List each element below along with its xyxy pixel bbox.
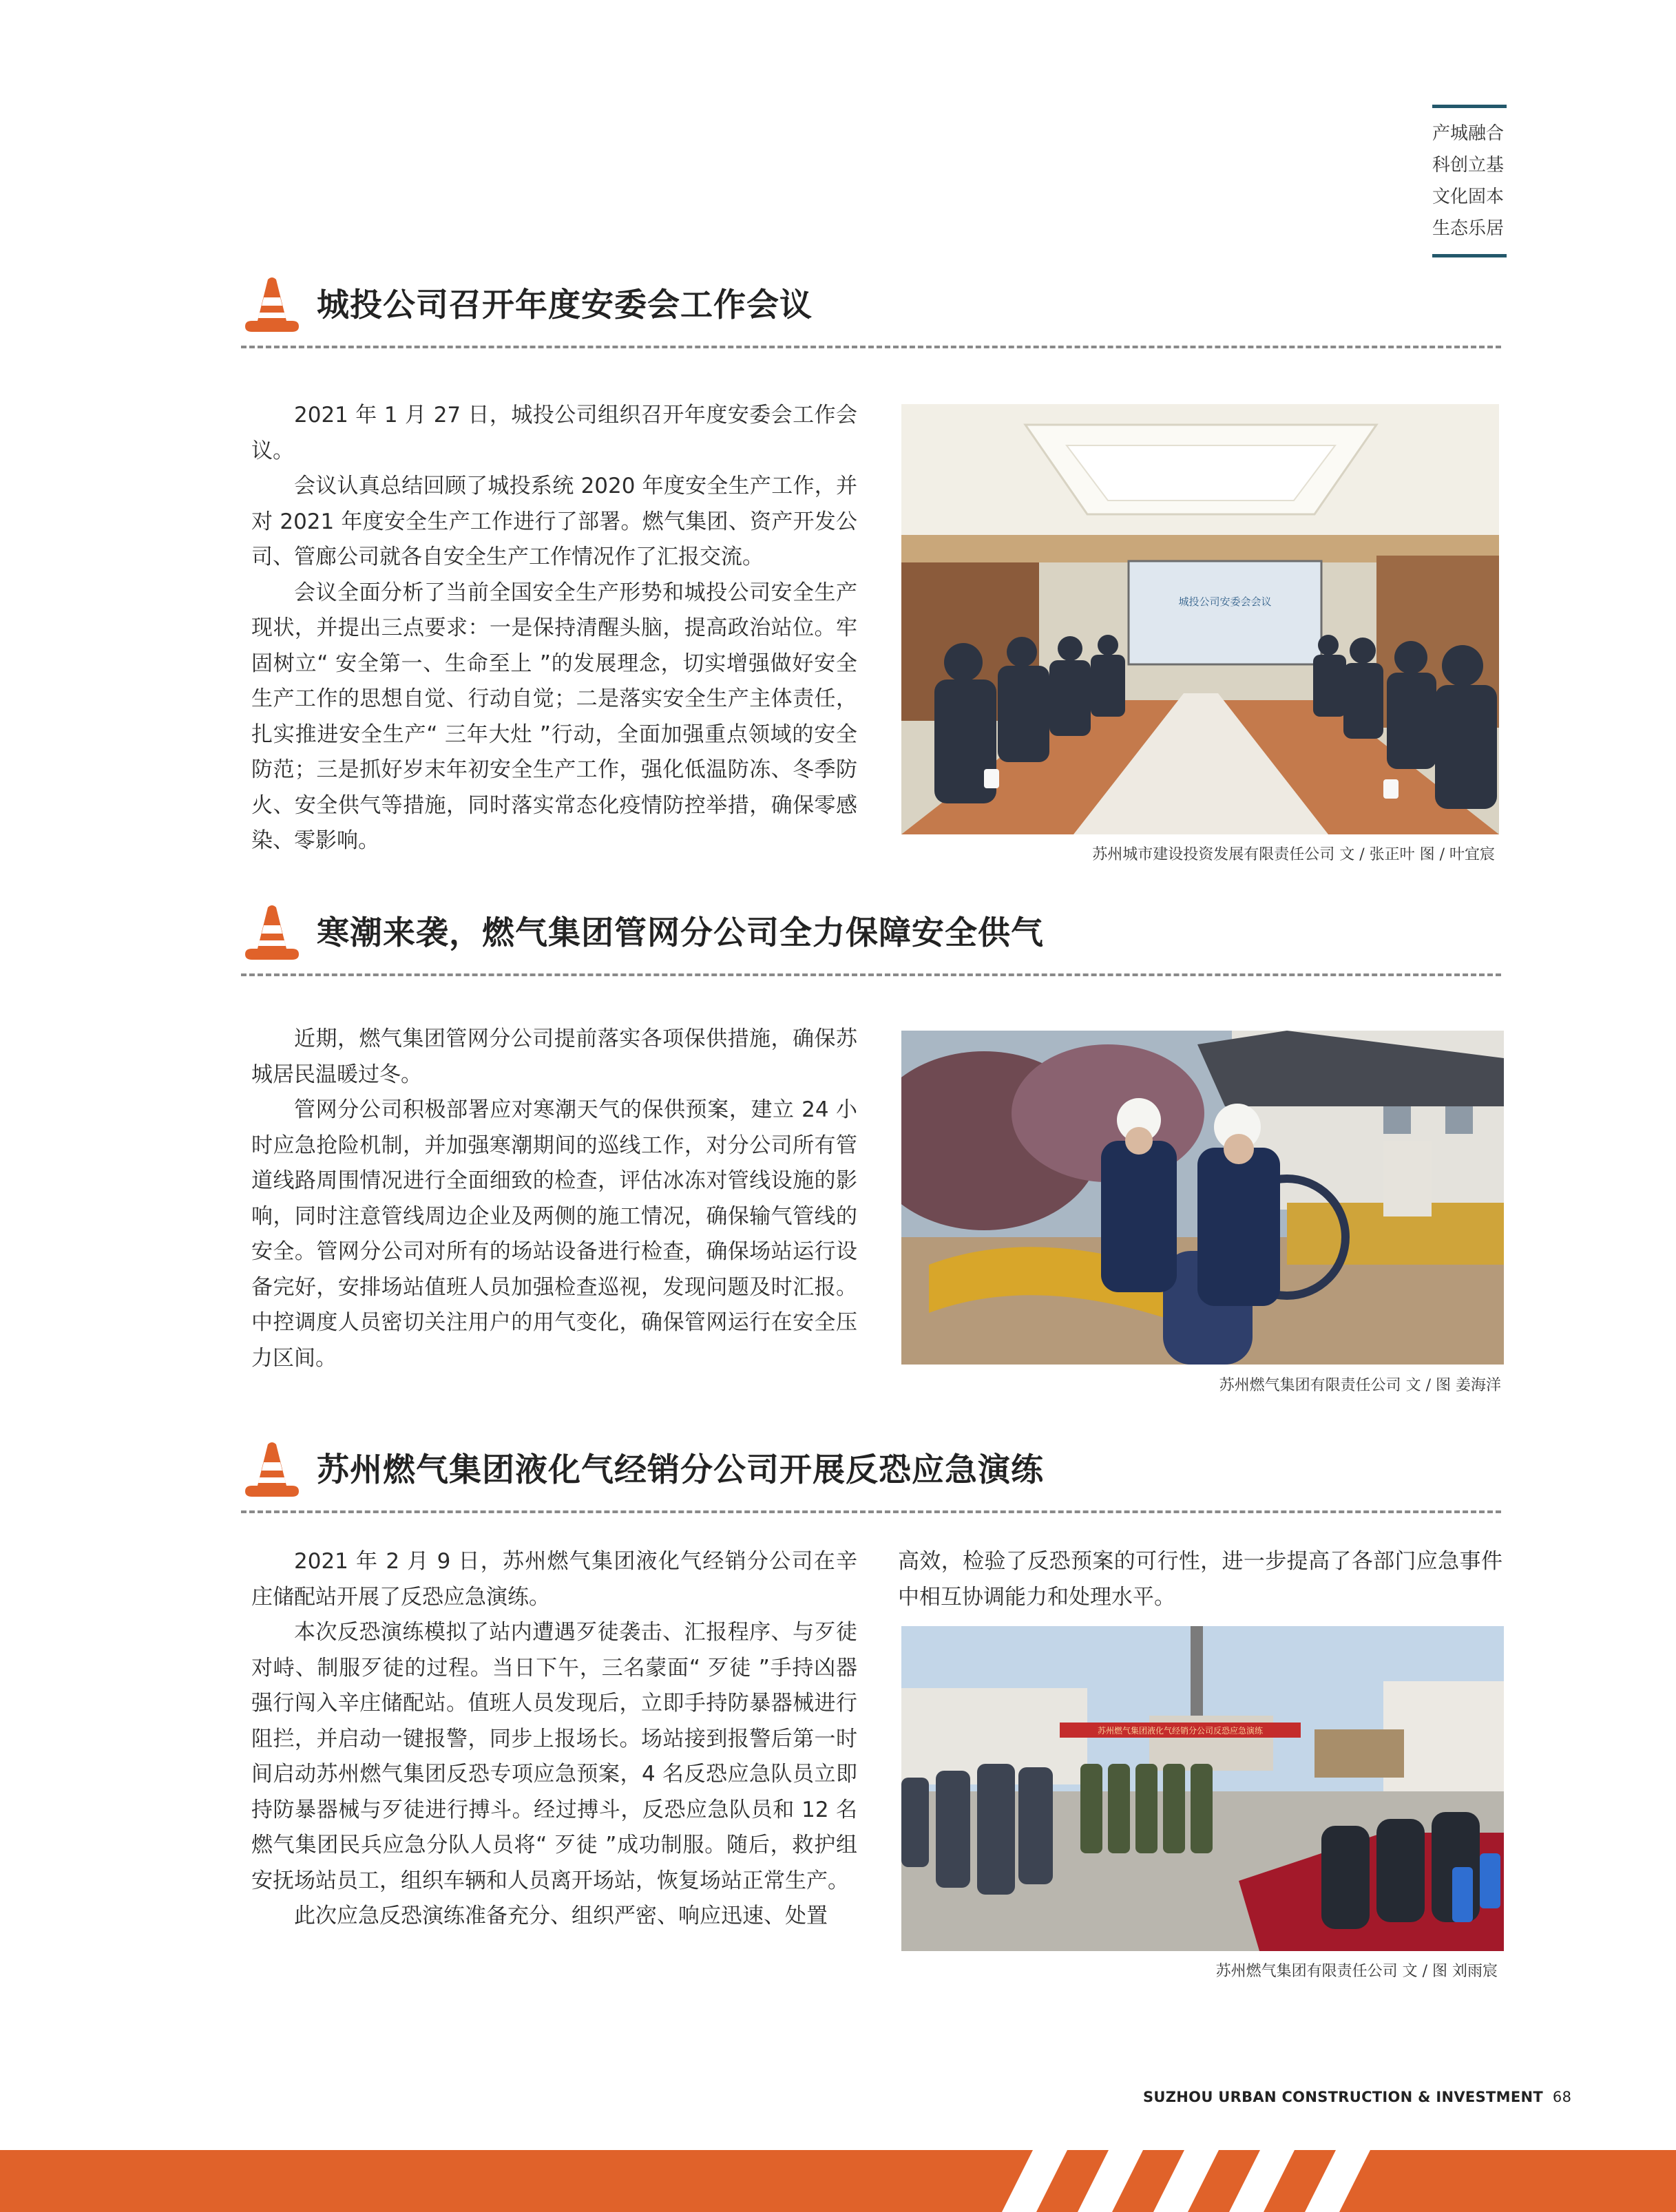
article-2-header [241,902,1501,978]
section-nav [1432,105,1508,257]
footer-publication-line [1143,2089,1571,2105]
article-3-body [251,1544,857,1935]
paragraph: 会议全面分析了当前全国安全生产形势和城投公司安全生产现状，并提出三点要求：一是保持清醒头脑，提高政治站位。牢固树立“ 安全第一、生命至上 ”的发展理念，切实增强做好安全生产工作的思想自觉、行动自觉；二是落实安全生产主体责任，扎实推进安全生产“ 三年大灶 ”行动，全面加强重点领域的安全防范；三是抓好岁末年初安全生产工作，强化低温防冻、冬季防火、安全供气等措施，同时落实常态化疫情防控举措，确保零感染、零影响。 [251,580,857,853]
dashed-divider [241,346,1501,348]
article-3-header [241,1439,1501,1515]
footer-stripe-bar [0,2150,1676,2212]
article-1-caption: 苏州城市建设投资发展有限责任公司 文 / 张正叶 图 / 叶宜宸 [1092,846,1495,863]
article-3-caption: 苏州燃气集团有限责任公司 文 / 图 刘雨宸 [1215,1963,1498,1980]
traffic-cone-icon [241,1439,303,1501]
article-3-body-continued [898,1544,1502,1615]
nav-item-culture[interactable]: 文化固本 [1432,187,1505,207]
screen-text: 城投公司安委会会议 [1178,596,1272,608]
anti-terror-drill-photo [901,1626,1504,1951]
paragraph: 管网分公司积极部署应对寒潮天气的保供预案，建立 24 小时应急抢险机制，并加强寒潮期间的巡线工作，对分公司所有管道线路周围情况进行全面细致的检查，评估冰冻对管线设施的影响，同时注意管线周边企业及两侧的施工情况，确保输气管线的安全。管网分公司对所有的场站设备进行检查，确保场站运行设备完好，安排场站值班人员加强检查巡视，发现问题及时汇报。中控调度人员密切关注用户的用气变化，确保管网运行在安全压力区间。 [251,1097,857,1371]
traffic-cone-icon [241,274,303,336]
page-number: 68 [1552,2089,1572,2105]
dashed-divider [241,973,1501,976]
publication-name: SUZHOU URBAN CONSTRUCTION & INVESTMENT [1143,2089,1543,2105]
paragraph: 2021 年 2 月 9 日，苏州燃气集团液化气经销分公司在辛庄储配站开展了反恐应急演练。 [251,1549,857,1610]
paragraph: 本次反恐演练模拟了站内遭遇歹徒袭击、汇报程序、与歹徒对峙、制服歹徒的过程。当日下午，三名蒙面“ 歹徒 ”手持凶器强行闯入辛庄储配站。值班人员发现后，立即手持防暴器械进行阻拦，并启动一键报警，同步上报场长。场站接到报警后第一时间启动苏州燃气集团反恐专项应急预案，4 名反恐应急队员立即持防暴器械与歹徒进行搏斗。经过搏斗，反恐应急队员和 12 名燃气集团民兵应急分队人员将“ 歹徒 ”成功制服。随后，救护组安抚场站员工，组织车辆和人员离开场站，恢复场站正常生产。 [251,1620,857,1893]
pipeline-inspection-photo [901,1031,1504,1365]
nav-item-ecology[interactable]: 生态乐居 [1432,218,1505,239]
paragraph: 此次应急反恐演练准备充分、组织严密、响应迅速、处置 [294,1904,828,1928]
article-2-title: 寒潮来袭，燃气集团管网分公司全力保障安全供气 [317,914,1044,952]
traffic-cone-icon [241,902,303,964]
nav-bottom-rule [1432,254,1507,257]
meeting-photo [901,404,1499,834]
article-2-caption: 苏州燃气集团有限责任公司 文 / 图 姜海洋 [1219,1377,1501,1394]
paragraph: 会议认真总结回顾了城投系统 2020 年度安全生产工作，并对 2021 年度安全生产工作进行了部署。燃气集团、资产开发公司、管廊公司就各自安全生产工作情况作了汇报交流。 [251,474,857,569]
article-3-title: 苏州燃气集团液化气经销分公司开展反恐应急演练 [317,1451,1044,1489]
paragraph: 2021 年 1 月 27 日，城投公司组织召开年度安委会工作会议。 [251,403,857,463]
nav-item-industry-city[interactable]: 产城融合 [1432,123,1505,144]
article-2-body [251,1022,857,1376]
dashed-divider [241,1510,1501,1513]
nav-item-tech-innovation[interactable]: 科创立基 [1432,155,1505,176]
paragraph: 近期，燃气集团管网分公司提前落实各项保供措施，确保苏城居民温暖过冬。 [251,1026,857,1087]
article-1-title: 城投公司召开年度安委会工作会议 [317,286,813,324]
article-1-header [241,274,1501,350]
banner-text: 苏州燃气集团液化气经销分公司反恐应急演练 [1097,1726,1264,1736]
article-1-body [251,398,857,859]
paragraph-continued: 高效，检验了反恐预案的可行性，进一步提高了各部门应急事件中相互协调能力和处理水平。 [898,1549,1502,1610]
